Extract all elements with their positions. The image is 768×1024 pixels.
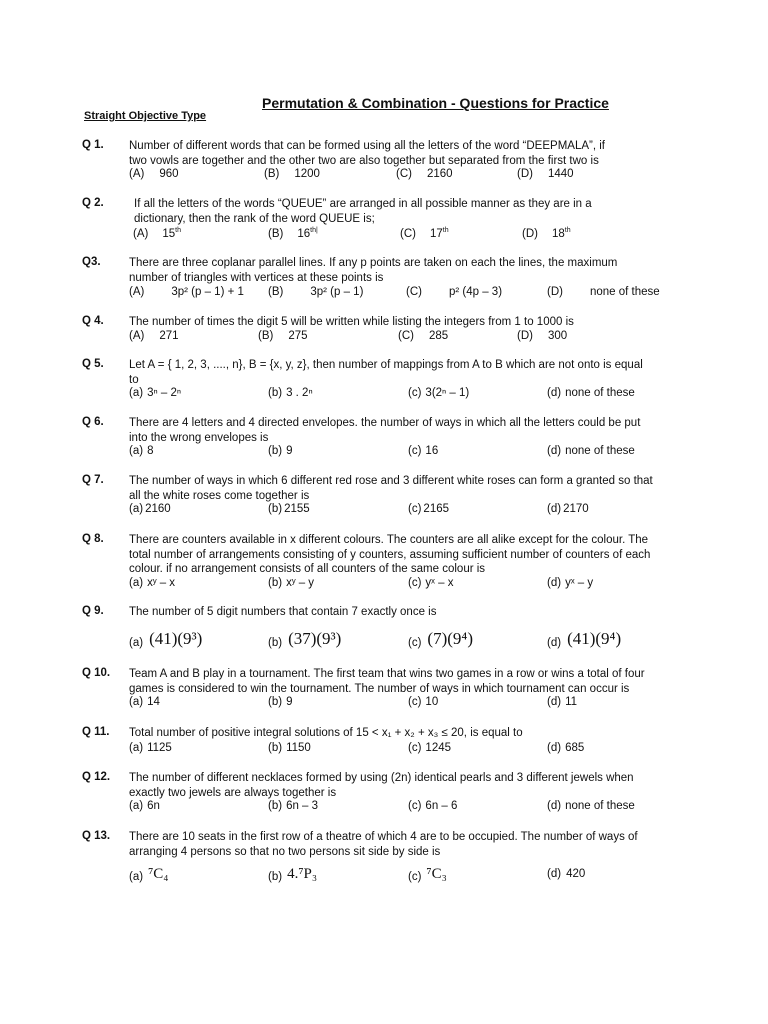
option-value: 3ⁿ – 2ⁿ [147, 387, 182, 399]
option-value: none of these [565, 445, 635, 457]
option-c [408, 800, 457, 812]
option-label: (b) [268, 503, 283, 515]
question-text [129, 667, 704, 696]
option-value: 6n [147, 800, 160, 812]
option-b [268, 286, 363, 298]
question-line: all the white roses come together is [129, 489, 310, 502]
question-line: into the wrong envelopes is [129, 431, 269, 444]
option-value: 2155 [284, 503, 310, 515]
option-value: ⁷C₃ [426, 866, 447, 882]
option-b [268, 742, 311, 754]
option-d [547, 503, 589, 515]
question-line: Let A = { 1, 2, 3, ...., n}, B = {x, y, z}, then number of mappings from A to B which are not onto is equal [129, 359, 643, 371]
option-label: (a) [129, 637, 144, 649]
ordinal-suffix: th| [310, 227, 318, 234]
option-value: 1150 [286, 742, 311, 754]
option-value: (7)(9⁴) [427, 629, 473, 648]
option-a [129, 696, 160, 708]
option-b [268, 800, 318, 812]
option-d [547, 696, 577, 708]
question-line: There are 10 seats in the first row of a theatre of which 4 are to be occupied. The number of ways of [129, 831, 638, 843]
option-b [268, 387, 313, 399]
option-label: (c) [408, 800, 422, 812]
question-line: two vowls are together and the other two are also together but separated from the first two is [129, 154, 599, 167]
option-label: (A) [129, 168, 145, 180]
question-line: Total number of positive integral solutions of 15 < x₁ + x₂ + x₃ ≤ 20, is equal to [129, 727, 523, 739]
option-label: (b) [268, 577, 283, 589]
option-value: 2165 [423, 503, 450, 515]
question-text [129, 726, 704, 741]
option-label: (a) [129, 445, 144, 457]
question-line: arranging 4 persons so that no two persons sit side by side is [129, 845, 441, 858]
option-b [268, 503, 310, 515]
option-value: 2170 [563, 503, 589, 515]
option-value: 11 [565, 696, 578, 708]
option-c [408, 387, 469, 399]
option-c [406, 286, 502, 298]
question-text [129, 315, 704, 330]
option-c [408, 696, 438, 708]
option-label: (b) [268, 445, 283, 457]
option-label: (C) [396, 168, 412, 180]
option-b [264, 168, 320, 180]
option-label: (a) [129, 800, 144, 812]
option-label: (B) [264, 168, 280, 180]
options-row [0, 227, 768, 242]
option-label: (a) [129, 503, 144, 515]
option-value: 271 [159, 330, 179, 342]
option-label: (d) [547, 696, 562, 708]
option-b [268, 577, 314, 589]
option-a [133, 227, 181, 240]
option-a [129, 168, 179, 180]
option-label: (B) [258, 330, 274, 342]
option-value: 275 [288, 330, 308, 342]
ordinal-suffix: th [564, 227, 571, 234]
page-title: Permutation & Combination - Questions for Practice [262, 95, 609, 111]
option-label: (a) [129, 742, 144, 754]
option-d [547, 800, 635, 812]
option-value: 3 . 2ⁿ [286, 387, 313, 399]
option-value: ⁷C₄ [148, 866, 169, 882]
option-value: 420 [566, 868, 586, 880]
question-number: Q 1. [82, 139, 104, 151]
option-a [129, 330, 179, 342]
option-c [408, 868, 447, 885]
question-line: There are counters available in x different colours. The counters are all alike except for the colour. The [129, 534, 649, 546]
question-line: colour. if no arrangement consists of all counters of the same colour is [129, 563, 486, 575]
question-line: There are 4 letters and 4 directed envelopes. the number of ways in which all the letters could be put [129, 417, 641, 429]
question-line: number of triangles with vertices at these points is [129, 271, 384, 284]
question-number: Q3. [82, 256, 101, 268]
options-row [0, 864, 768, 886]
option-label: (D) [517, 168, 533, 180]
option-value: 1440 [547, 168, 574, 180]
question-line: games is considered to win the tournament. The number of ways in which tournament can occur is [129, 682, 630, 695]
option-value: 10 [425, 696, 439, 708]
option-a [129, 631, 202, 651]
option-value: 285 [428, 330, 449, 342]
option-value: 16 [297, 227, 311, 240]
option-b [268, 445, 292, 457]
option-c [408, 503, 449, 515]
options-row [0, 800, 768, 815]
option-label: (b) [268, 696, 283, 708]
question-text [129, 771, 704, 800]
option-label: (c) [408, 503, 422, 515]
option-label: (d) [547, 637, 562, 649]
option-value: 685 [565, 742, 585, 754]
option-d [547, 742, 584, 754]
option-value: yˣ – y [565, 577, 594, 589]
option-value: 960 [159, 168, 179, 180]
option-label: (C) [400, 227, 416, 240]
option-value: 8 [147, 445, 154, 457]
ordinal-suffix: th [175, 227, 181, 234]
option-label: (a) [129, 387, 144, 399]
option-d [547, 286, 660, 298]
option-value: 2160 [426, 168, 453, 180]
question-line: exactly two jewels are always together is [129, 786, 337, 799]
option-value: 3p² (p – 1) [310, 286, 364, 298]
option-a [129, 286, 244, 298]
option-value: 15 [162, 227, 176, 240]
question-line: The number of different necklaces formed by using (2n) identical pearls and 3 different jewels when [129, 772, 634, 784]
option-value: 3p² (p – 1) + 1 [171, 286, 244, 298]
option-b [258, 330, 308, 342]
option-b [268, 631, 341, 651]
option-value: 1245 [425, 742, 452, 754]
option-label: (b) [268, 742, 283, 754]
option-value: (37)(9³) [288, 629, 342, 648]
option-a [129, 387, 181, 399]
option-label: (c) [408, 577, 422, 589]
option-label: (a) [129, 577, 144, 589]
question-number: Q 11. [82, 726, 110, 738]
question-text [129, 358, 704, 387]
options-row [0, 445, 768, 460]
question-text [129, 830, 704, 859]
option-label: (c) [408, 637, 422, 649]
question-text [129, 605, 704, 620]
option-a [129, 503, 171, 515]
question-line: If all the letters of the words “QUEUE” are arranged in all possible manner as they are in a [134, 198, 592, 210]
question-number: Q 5. [82, 358, 104, 370]
option-label: (D) [517, 330, 533, 342]
option-label: (A) [129, 330, 145, 342]
option-c [408, 631, 473, 651]
option-value: 16 [425, 445, 439, 457]
option-label: (d) [547, 800, 562, 812]
options-row [0, 330, 768, 345]
option-label: (b) [268, 871, 283, 883]
question-number: Q 4. [82, 315, 104, 327]
option-value: 17 [429, 227, 443, 240]
option-a [129, 445, 153, 457]
question-number: Q 6. [82, 416, 104, 428]
question-text [129, 256, 704, 285]
option-c [408, 742, 451, 754]
option-a [129, 800, 160, 812]
option-label: (c) [408, 387, 422, 399]
option-label: (a) [129, 696, 144, 708]
ordinal-suffix: th [442, 227, 449, 234]
options-row [0, 286, 768, 301]
option-value: yˣ – x [425, 577, 454, 589]
option-value: 6n – 3 [286, 800, 319, 812]
option-d [517, 168, 574, 180]
option-b [268, 696, 292, 708]
option-d [522, 227, 571, 240]
option-value: 9 [286, 445, 293, 457]
question-line: The number of times the digit 5 will be written while listing the integers from 1 to 1000 is [129, 316, 574, 328]
option-value: 300 [547, 330, 568, 342]
options-row [0, 742, 768, 757]
question-number: Q 8. [82, 533, 104, 545]
option-label: (a) [129, 871, 144, 883]
option-d [517, 330, 567, 342]
option-value: none of these [565, 800, 635, 812]
option-d [547, 387, 635, 399]
option-value: (41)(9⁴) [567, 629, 622, 648]
option-value: p² (4p – 3) [448, 286, 503, 298]
option-label: (B) [268, 227, 284, 240]
option-c [408, 577, 453, 589]
question-line: Team A and B play in a tournament. The first team that wins two games in a row or wins a total of four [129, 668, 645, 680]
option-label: (D) [547, 286, 563, 298]
question-line: The number of ways in which 6 different red rose and 3 different white roses can form a granted so that [129, 475, 653, 487]
question-line: Number of different words that can be formed using all the letters of the word “DEEPMALA”, if [129, 140, 605, 152]
option-value: none of these [565, 387, 635, 399]
option-label: (B) [268, 286, 284, 298]
option-c [396, 168, 453, 180]
question-number: Q 10. [82, 667, 111, 679]
option-label: (c) [408, 871, 422, 883]
option-label: (b) [268, 800, 283, 812]
option-label: (d) [547, 742, 562, 754]
option-c [398, 330, 448, 342]
option-d [547, 445, 635, 457]
option-a [129, 742, 172, 754]
question-number: Q 12. [82, 771, 111, 783]
option-label: (D) [522, 227, 538, 240]
option-c [400, 227, 449, 240]
options-row [0, 696, 768, 711]
question-text [129, 139, 704, 168]
option-label: (d) [547, 503, 562, 515]
option-value: 14 [147, 696, 160, 708]
question-text [129, 416, 704, 445]
option-label: (b) [268, 637, 283, 649]
option-value: 18 [551, 227, 565, 240]
option-label: (c) [408, 445, 422, 457]
option-d [547, 631, 621, 651]
option-label: (b) [268, 387, 283, 399]
option-label: (d) [547, 445, 562, 457]
option-a [129, 577, 175, 589]
option-c [408, 445, 438, 457]
option-label: (C) [406, 286, 422, 298]
option-b [268, 227, 318, 240]
question-number: Q 2. [82, 197, 104, 209]
options-row [0, 627, 768, 649]
option-label: (A) [129, 286, 145, 298]
question-number: Q 7. [82, 474, 104, 486]
option-label: (C) [398, 330, 414, 342]
option-value: 1125 [147, 742, 172, 754]
section-subtitle: Straight Objective Type [84, 110, 207, 122]
option-label: (A) [133, 227, 149, 240]
question-line: dictionary, then the rank of the word QUEUE is; [134, 212, 375, 225]
question-number: Q 9. [82, 605, 104, 617]
option-label: (c) [408, 742, 422, 754]
options-row [0, 503, 768, 518]
option-b [268, 868, 317, 885]
question-text [134, 197, 709, 226]
option-value: 3(2ⁿ – 1) [425, 387, 470, 399]
option-value: 2160 [145, 503, 171, 515]
question-line: total number of arrangements consisting of y counters, assuming sufficient number of counters of each [129, 548, 651, 561]
question-line: to [129, 373, 139, 386]
question-text [129, 474, 704, 503]
option-label: (d) [547, 868, 562, 880]
option-value: 6n – 6 [425, 800, 458, 812]
option-label: (c) [408, 696, 422, 708]
question-line: There are three coplanar parallel lines. If any p points are taken on each the lines, the maximum [129, 257, 618, 269]
question-text [129, 533, 704, 577]
option-d [547, 868, 585, 880]
option-value: 1200 [294, 168, 320, 180]
options-row [0, 168, 768, 183]
option-value: none of these [589, 286, 660, 298]
option-value: 4.⁷P₃ [287, 866, 318, 882]
option-a [129, 868, 169, 885]
option-label: (d) [547, 577, 562, 589]
option-d [547, 577, 593, 589]
question-number: Q 13. [82, 830, 111, 842]
option-value: 9 [286, 696, 293, 708]
option-value: xʸ – x [147, 577, 176, 589]
options-row [0, 387, 768, 402]
option-value: xʸ – y [286, 577, 315, 589]
options-row [0, 577, 768, 592]
option-value: (41)(9³) [149, 629, 203, 648]
question-line: The number of 5 digit numbers that contain 7 exactly once is [129, 606, 437, 618]
option-label: (d) [547, 387, 562, 399]
